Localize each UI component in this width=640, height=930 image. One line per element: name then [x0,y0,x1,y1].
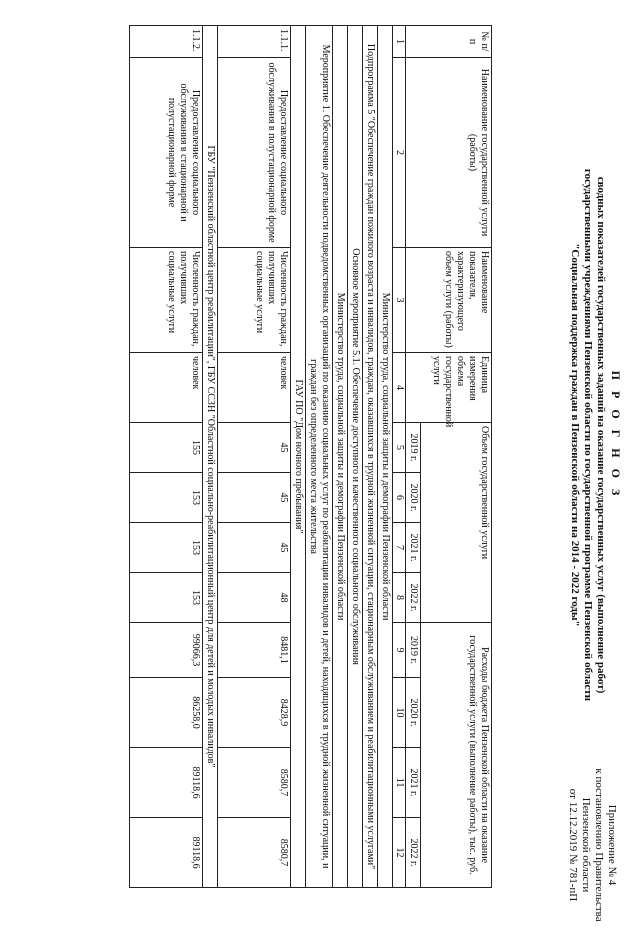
row-num: 1.1.1. [218,26,291,58]
column-number: 1 [393,26,406,58]
row-num: 1.1.2. [130,26,203,58]
year-cell: 2022 г. [406,573,421,623]
column-number: 5 [393,423,406,473]
row-volume: 45 [218,473,291,523]
row-expense: 89118,6 [130,818,203,888]
title-line: сводных показателей государственных заданий на оказание государственных услуг (выполнение работ) [595,176,607,694]
title-line: государственными учреждениями Пензенской области по государственной программе Пензенской области [582,168,594,702]
main-event-name: Основное мероприятие 5.1. Обеспечение доступного и качественного социального обслуживания [348,26,363,888]
year-cell: 2019 г. [406,623,421,678]
row-volume: 155 [130,423,203,473]
row-indicator: Численность граждан, получивших социальные услуги [218,248,291,353]
header-unit: Единица измерения объема государственной услуги [406,353,492,423]
row-volume: 45 [218,523,291,573]
main-event-row [348,26,363,888]
appendix-line: к постановлению Правительства [593,768,605,922]
subprogram-name: Подпрограмма 5 "Обеспечение граждан пожилого возраста и инвалидов, граждан, оказавшихся в трудной жизненной ситуации, стационарным обслуживанием и реабилитационными услугами" [363,26,378,888]
title-word: П Р О Г Н О З [609,370,623,500]
event-name: Мероприятие 1. Обеспечение деятельности подведомственных организаций по оказанию социальных услуг по реабилитации инвалидов и детей, находящихся в трудной жизненной ситуации, и граждан без определенного места жительства [306,26,333,888]
row-indicator: Численность граждан, получивших социальные услуги [130,248,203,353]
institution-name: ГБУ "Пензенский областной центр реабилитации", ГБУ ССЗН "Областной социально-реабилитационный центр для детей и молодых инвалидов" [203,26,218,888]
institution-name: ГАУ ПО "Дом ночного пребывания" [291,26,306,888]
row-unit: человек [130,353,203,423]
year-cell: 2020 г. [406,473,421,523]
column-number: 12 [393,818,406,888]
row-expense: 8580,7 [218,748,291,818]
document-title [568,110,622,760]
forecast-table [129,25,492,888]
row-expense: 8580,7 [218,818,291,888]
table-row [130,26,203,888]
year-cell: 2019 г. [406,423,421,473]
year-cell: 2021 г. [406,748,421,818]
row-expense: 99066,3 [130,623,203,678]
event-row [306,26,333,888]
header-volume: Объем государственной услуги [421,423,492,623]
column-number: 11 [393,748,406,818]
ministry-name-2: Министерство труда, социальной защиты и демографии Пензенской области [333,26,348,888]
ministry-name: Министерство труда, социальной защиты и демографии Пензенской области [378,26,393,888]
row-expense: 8428,9 [218,678,291,748]
header-expenses: Расходы бюджета Пензенской области на оказание государственной услуги (выполнение работы), тыс. руб. [421,623,492,888]
ministry-row-2 [333,26,348,888]
subprogram-row [363,26,378,888]
column-number: 7 [393,523,406,573]
column-number: 4 [393,353,406,423]
column-number-row [393,26,406,888]
appendix-line: Пензенской области [580,797,592,893]
appendix-line: Приложение № 4 [606,804,618,886]
row-volume: 153 [130,573,203,623]
table-row [218,26,291,888]
row-expense: 8481,1 [218,623,291,678]
column-number: 3 [393,248,406,353]
institution-row-1 [291,26,306,888]
row-service: Предоставление социального обслуживания в стационарной и полустационарной форме [130,58,203,248]
header-service: Наименование государственной услуги (работы) [406,58,492,248]
header-row [421,26,492,888]
ministry-row [378,26,393,888]
column-number: 9 [393,623,406,678]
row-volume: 153 [130,523,203,573]
row-unit: человек [218,353,291,423]
column-number: 6 [393,473,406,523]
title-line: "Социальная поддержка граждан в Пензенской области на 2014 - 2022 годы" [569,243,581,627]
row-service: Предоставление социального обслуживания в полустационарной форме [218,58,291,248]
row-volume: 153 [130,473,203,523]
row-volume: 48 [218,573,291,623]
row-expense: 89118,6 [130,748,203,818]
column-number: 10 [393,678,406,748]
row-volume: 45 [218,423,291,473]
year-cell: 2020 г. [406,678,421,748]
header-num: № п/п [406,26,492,58]
year-cell: 2021 г. [406,523,421,573]
column-number: 2 [393,58,406,248]
appendix-line: от 12.12.2019 № 781-пП [567,788,579,902]
header-indicator: Наименование показателя, характеризующего объем услуги (работы) [406,248,492,353]
column-number: 8 [393,573,406,623]
year-cell: 2022 г. [406,818,421,888]
institution-row-2 [203,26,218,888]
row-expense: 86258,0 [130,678,203,748]
